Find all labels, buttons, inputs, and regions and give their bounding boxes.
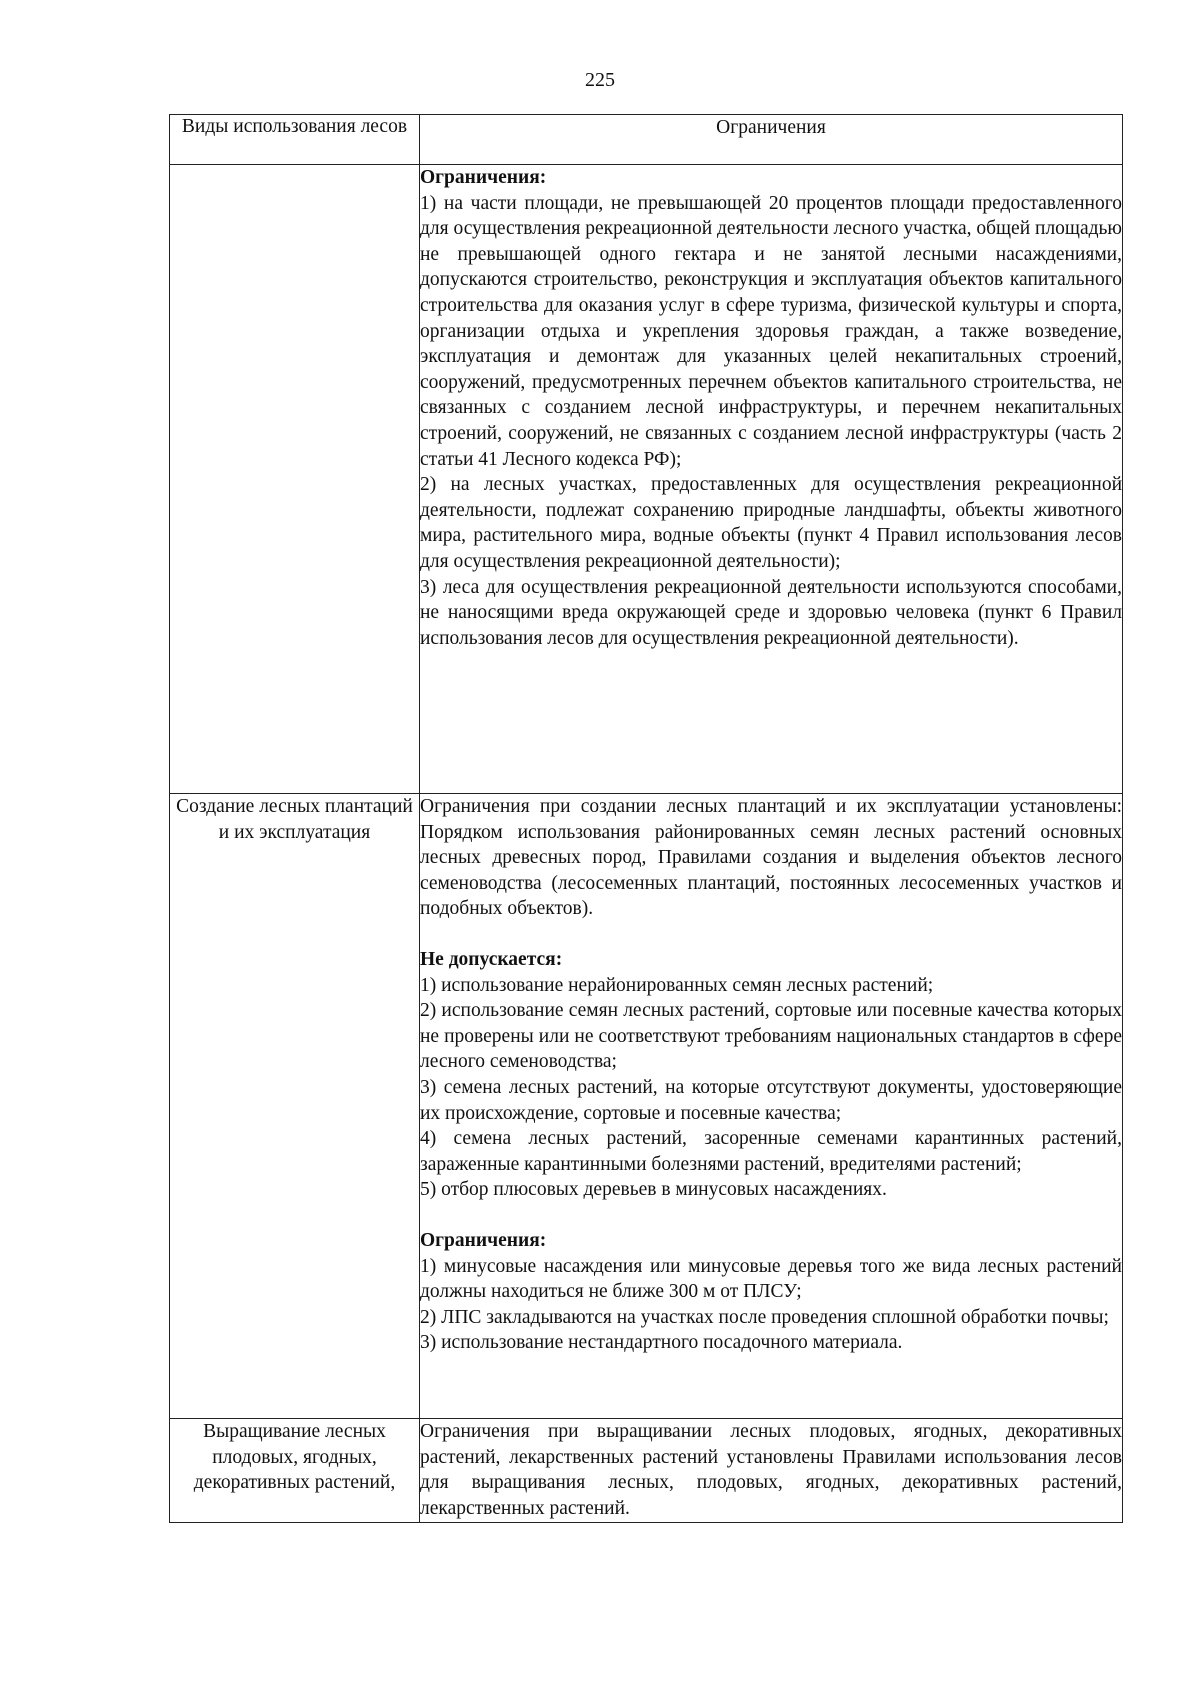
row2-kind-cell: Создание лесных плантаций и их эксплуатация: [170, 794, 420, 1419]
header-restrictions: Ограничения: [420, 115, 1123, 165]
row2-not-allowed-item: 2) использование семян лесных растений, сортовые или посевные качества которых не проверены или не соответствуют требованиям национальных стандартов в сфере лесного семеноводства;: [420, 1000, 1122, 1073]
row1-kind-cell: [170, 165, 420, 794]
row3-content-cell: [420, 1419, 1123, 1523]
row1-content-cell: [420, 165, 1123, 794]
row2-not-allowed-item: 5) отбор плюсовых деревьев в минусовых насаждениях.: [420, 1179, 887, 1201]
table-row: [170, 1419, 1123, 1523]
table-header-row: [170, 115, 1123, 165]
row1-item: 2) на лесных участках, предоставленных для осуществления рекреационной деятельности, подлежат сохранению природные ландшафты, объекты животного мира, растительного мира, водные объекты (пункт 4 Правил использования лесов для осуществления рекреационной деятельности);: [420, 474, 1122, 572]
table-row: [170, 794, 1123, 1419]
row2-not-allowed-heading: Не допускается:: [420, 948, 563, 970]
row2-intro: Ограничения при создании лесных плантаций и их эксплуатации установлены: Порядком использования районированных семян лесных растений основных лесных древесных пород, Правилами создания и выделения объектов лесного семеноводства (лесосеменных плантаций, постоянных лесосеменных участков и подобных объектов).: [420, 796, 1122, 920]
row2-restriction-item: 2) ЛПС закладываются на участках после проведения сплошной обработки почвы;: [420, 1306, 1109, 1328]
row2-not-allowed-item: 3) семена лесных растений, на которые отсутствуют документы, удостоверяющие их происхождение, сортовые и посевные качества;: [420, 1076, 1122, 1124]
header-kind: Виды использования лесов: [170, 115, 420, 165]
table-header: [170, 115, 1123, 165]
row2-not-allowed-item: 4) семена лесных растений, засоренные семенами карантинных растений, зараженные карантинными болезнями растений, вредителями растений;: [420, 1128, 1122, 1175]
row2-not-allowed-item: 1) использование нерайонированных семян лесных растений;: [420, 974, 934, 996]
row2-restrictions-heading: Ограничения:: [420, 1229, 547, 1251]
restrictions-table: [169, 114, 1123, 1523]
row2-restriction-item: 3) использование нестандартного посадочного материала.: [420, 1332, 903, 1354]
row2-content-cell: [420, 794, 1123, 1419]
row2-restriction-item: 1) минусовые насаждения или минусовые деревья того же вида лесных растений должны находиться не ближе 300 м от ПЛСУ;: [420, 1255, 1122, 1303]
row1-heading: Ограничения:: [420, 167, 547, 188]
row1-item: 3) леса для осуществления рекреационной деятельности используются способами, не наносящими вреда окружающей среде и здоровью человека (пункт 6 Правил использования лесов для осуществления рекреационной деятельности).: [420, 576, 1122, 649]
row3-text: Ограничения при выращивании лесных плодовых, ягодных, декоративных растений, лекарственных растений установлены Правилами использования лесов для выращивания лесных, плодовых, ягодных, декоративных растений, лекарственных растений.: [420, 1421, 1122, 1519]
row1-item: 1) на части площади, не превышающей 20 процентов площади предоставленного для осуществления рекреационной деятельности лесного участка, общей площадью не превышающей одного гектара и не занятой лесными насаждениями, допускаются строительство, реконструкция и эксплуатация объектов капитального строительства для оказания услуг в сфере туризма, физической культуры и спорта, организации отдыха и укрепления здоровья граждан, а также возведение, эксплуатация и демонтаж для указанных целей некапитальных строений, сооружений, предусмотренных перечнем объектов капитального строительства, не связанных с созданием лесной инфраструктуры, и перечнем некапитальных строений, сооружений, не связанных с созданием лесной инфраструктуры (часть 2 статьи 41 Лесного кодекса РФ);: [420, 192, 1122, 470]
spacer: [420, 922, 1122, 947]
page-number: 225: [585, 69, 615, 91]
row3-kind-cell: Выращивание лесных плодовых, ягодных, декоративных растений,: [170, 1419, 420, 1523]
table-row: [170, 165, 1123, 794]
spacer: [420, 1203, 1122, 1228]
